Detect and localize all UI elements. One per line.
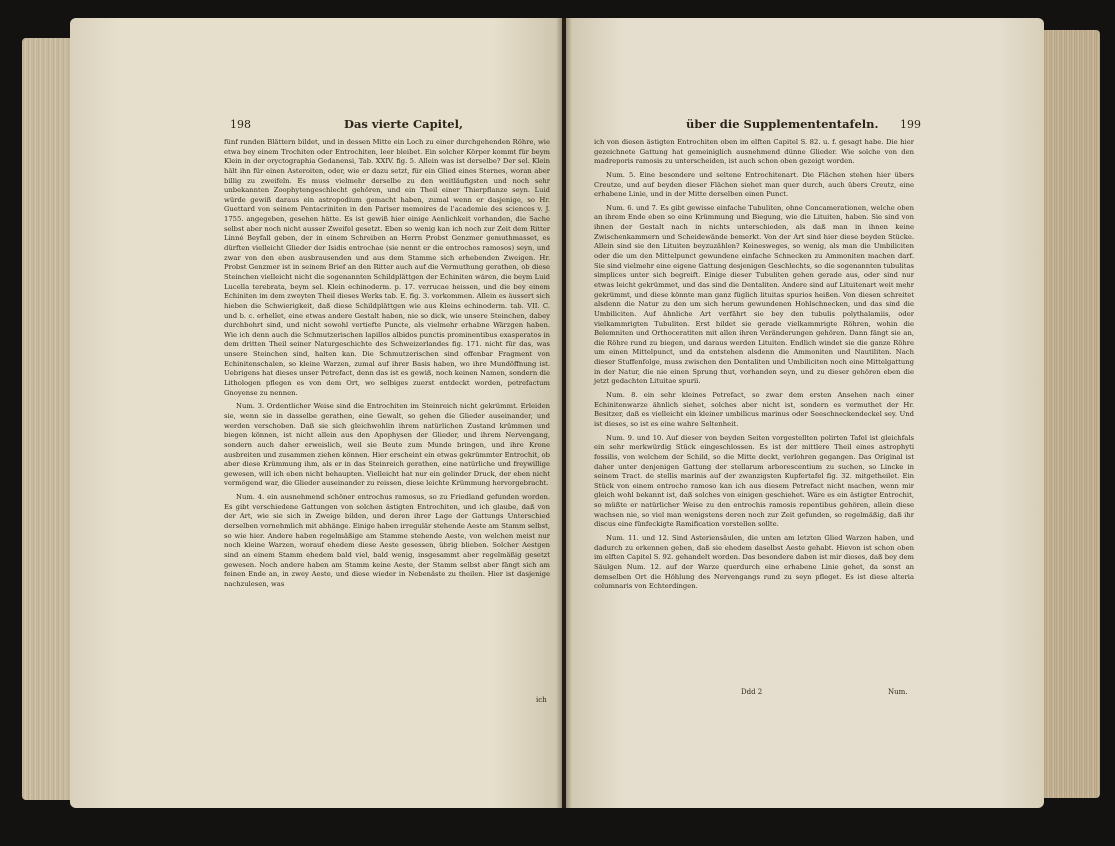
left-page-number: 198	[230, 118, 251, 131]
left-body-text	[224, 138, 550, 593]
left-running-header	[70, 118, 562, 134]
right-paragraph-num6-7: Num. 6. und 7. Es gibt gewisse einfache Tubuliten, ohne Concamerationen, welche oben an ihrem Ende eben so eine Krümmung und Biegung, wie die Lituiten, haben. Sie sind von ihnen der Gestalt nach in nichts unterschieden, als daß man in ihnen keine Zwischenkammern und Scheidewände bemerkt. Von der Art sind hier diese beyden Stücke. Allein sind sie den Lituiten beyzuzählen? Keinesweges, so wenig, als man die Umbiliciten oder die um den Mittelpunct gewundene einfache Schnecken zu Ammoniten machen darf. Sie sind vielmehr eine eigene Gattung desjenigen Geschlechts, so die sogenannten tubulitas simplices unter sich begreift. Einige dieser Tubuliten gehen gerade aus, oder sind nur etwas leicht gekrümmet, und das sind die Dentaliten. Andere sind auf Lituitenart weit mehr gekrümmt, und diese könnte man ganz füglich lituitas spurios heißen. Von diesen schreitet alsdenn die Natur zu den um sich herum gewundenen Hohlschnecken, und das sind die Umbiliciten. Auf ähnliche Art verfährt sie bey den tubulis polythalamiis, oder vielkammrigten Tubuliten. Erst bildet sie gerade vielkammrigte Röhren, wohin die Belemniten und Orthoceratiten mit allen ihren Veränderungen gehören. Dann fängt sie an, die Röhre rund zu biegen, und daraus werden Lituiten. Endlich windet sie die ganze Röhre um einen Mittelpunct, und da entstehen alsdenn die Ammoniten und Nautiliten. Nach dieser Stuffenfolge, muss zwischen den Dentaliten und Umbiliciten noch eine Mittelgattung in der Natur, die nie einen Sprung thut, vorhanden seyn, und zu dieser gehören eben die jetzt gedachten Lituitae spurii.	[594, 203, 914, 386]
right-body-text	[594, 138, 914, 596]
right-running-header	[566, 118, 1044, 134]
left-running-head-title: Das vierte Capitel,	[344, 117, 463, 131]
signature-mark: Ddd 2	[741, 688, 763, 696]
right-catchword: Num.	[888, 688, 908, 696]
book-gutter	[556, 18, 572, 808]
right-running-head-title: über die Supplemententafeln.	[686, 117, 879, 131]
left-paragraph-num3: Num. 3. Ordentlicher Weise sind die Entrochiten im Steinreich nicht gekrümmt. Erleiden sie, wenn sie in dasselbe gerathen, eine Gewalt, so gehen die Glieder auseinander, und werden verschoben. Daß sie sich gleichwohlin ihrem natürlichen Zustand krümmen und biegen können, ist nicht allein aus den Apophysen der Glieder, und ihrem Nervengang, sondern auch daher erweislich, weil sie Beute zum Munde bringen, und ihre Krone ausbreiten und zusammen ziehen können. Hier erscheint ein etwas gekrümmter Entrochit, ob aber diese Krümmung ihm, als er in das Steinreich gerathen, eine natürliche und freywillige gewesen, will ich eben nicht behaupten. Vielleicht hat nur ein gelinder Druck, der eben nicht vermögend war, die Glieder auseinander zu reissen, diese leichte Krümmung hervorgebracht.	[224, 402, 550, 488]
right-paragraph-num11-12: Num. 11. und 12. Sind Asteriensäulen, die unten am letzten Glied Warzen haben, und dadurch zu erkennen geben, daß sie ehedem daselbst Aeste gehabt. Hievon ist schon oben im elften Capitel S. 92. gehandelt worden. Das besondere daben ist mir dieses, daß bey dem Säulgen Num. 12. auf der Warze querdurch eine erhabene Linie gehet, da sonst an demselben Ort die Höhlung des Nervengangs rund zu seyn pfleget. Es ist diese alteria columnaris von Echterdingen.	[594, 533, 914, 591]
right-page	[566, 18, 1044, 808]
right-page-edges	[1040, 30, 1100, 798]
left-page	[70, 18, 562, 808]
left-catchword: ich	[536, 696, 547, 704]
right-paragraph-1: ich von diesen ästigten Entrochiten oben im elften Capitel S. 82. u. f. gesagt habe. Die hier gezeichnete Gattung hat gemeiniglich ausnehmend dünne Glieder. Wie solche von den madreporis ramosis zu unterscheiden, ist auch schon oben gezeigt worden.	[594, 138, 914, 166]
left-paragraph-num4: Num. 4. ein ausnehmend schöner entrochus ramosus, so zu Friedland gefunden worden. Es gibt verschiedene Gattungen von solchen ästigten Entrochiten, und ich glaube, daß von der Art, wie sie sich in Zweige bilden, und deren ihrer Lage der Gattungs Unterschied derselben vornehmlich mit abhänge. Einige haben irregulär stehende Aeste am Stamm selbst, so wie hier. Andere haben regelmäßige am Stamme stehende Aeste, von welchen meist nur noch kleine Warzen, worauf ehedem diese Aeste gesessen, übrig blieben. Solcher Aestgen sind an einem Stamm ehedem bald viel, bald wenig, insgesammt aber regelmäßig gesetzt gewesen. Noch andere haben am Stamm keine Aeste, der Stamm selbst aber fängt sich am feinen Ende an, in zwey Aeste, und diese wieder in Nebenäste zu theilen. Hier ist dasjenige nachzulesen, was	[224, 493, 550, 588]
left-paragraph-1: fünf runden Blättern bildet, und in dessen Mitte ein Loch zu einer durchgehenden Röhre, wie etwa bey einem Trochiten oder Entrochiten, leer bleibet. Ein solcher Körper kommt für beym Klein in der oryctographia Gedanensi, Tab. XXIV. fig. 5. Allein was ist derselbe? Der sel. Klein hält ihn für einen Asteroiten, oder, wie er dazu setzt, für ein Glied eines Sternes, woran aber billig zu zweifeln. Es muss vielmehr derselbe zu den weitläufigsten und noch sehr unbekannten Zoophytengeschlecht gehören, und ein Theil einer Thierpflanze seyn. Luid würde gewiß daraus ein astropodium gemacht haben, zumal wenn er dasjenige, so Hr. Guettard von seinem Pentacriniten in den Pariser memoires de l'academie des sciences v. J. 1755. angegeben, gesehen hätte. Es ist gewiß hier einige Aenlichkeit vorhanden, die Sache selbst aber noch nicht ausser Zweifel gesetzt. Eben so wenig kan ich noch zur Zeit dem Ritter Linné Beyfall geben, der in einem Schreiben an Herrn Probst Genzmer gemuthmasset, es dürften vielleicht Glieder der Isidis entrochae (sie nennt er die entrochos ramosos) seyn, und zwar von den eben ausbrausenden und aus dem Stamme sich erhebenden Zweigen. Hr. Probst Genzmer ist in seinem Brief an den Ritter auch auf die Vermuthung gerathen, ob diese Steinchen vielleicht nicht die sogenannten Schildplättgen der Echiniten wären, die beym Luid Lucella terebrata, beym sel. Klein echinoderm. p. 17. verrucae heissen, und die bey einem Echiniten im dem zweyten Theil dieses Werks tab. E. fig. 3. vorkommen. Allein es äussert sich hieben die Schwierigkeit, daß diese Schildplättgen wie aus Kleins echinoderm. tab. VII. C. und b. c. erhellet, eine etwas andere Gestalt haben, nie so dick, wie unsere Steinchen, dabey durchbohrt sind, und nicht sowohl vertiefte Puncte, als vielmehr erhabne Wärzgen haben. Wie ich denn auch die Schmutzerischen lapillos albidos punctis prominentibus exasperatos in dem dritten Theil seiner Naturgeschichte des Schweizerlandes fig. 171. nicht für das, was unsere Steinchen sind, halten kan. Die Schmutzerischen sind offenbar Fragment von Echinitenschalen, so kleine Warzen, zumal auf ihrer Basis haben, wo ihre Mundöffnung ist. Uebrigens hat dieses unser Petrefact, denn das ist es gewiß, noch keinen Namen, sondern die Lithologen pflegen es von dem Ort, wo selbiges zuerst entdeckt worden, petrefactum Gnoyense zu nennen.	[224, 138, 550, 397]
right-page-number: 199	[900, 118, 921, 131]
right-paragraph-num8: Num. 8. ein sehr kleines Petrefact, so zwar dem ersten Ansehen nach einer Echinitenwarze ähnlich siehet, solches aber nicht ist, sondern es vermuthet der Hr. Besitzer, daß es vielleicht ein kleiner umbilicus marinus oder Seeschneckendeckel sey. Und ist dieses, so ist es eine wahre Seltenheit.	[594, 391, 914, 428]
right-paragraph-num9-10: Num. 9. und 10. Auf dieser von beyden Seiten vorgestellten polirten Tafel ist gleichfals ein sehr merkwürdig Stück eingeschlossen. Es ist der mittlere Theil eines astrophyti fossilis, von welchem der Schild, so die Mitte deckt, verlohren gegangen. Das Original ist daher unter denjenigen Gattung der stellarum arborescentium zu suchen, so Lincke in seinem Tract. de stellis marinis auf der zwanzigsten Kupfertafel fig. 32. mitgetheilet. Ein Stück von einem entrocho ramoso kan ich aus diesem Petrefact nicht machen, wenn mir gleich wohl bekannt ist, daß solches von einigen geschiehet. Wäre es ein ästigter Entrochit, so müßte er natürlicher Weise zu den entrochis ramosis repentibus gehören, allein diese wachsen nie, so viel man wenigstens deren noch zur Zeit gefunden, so regelmäßig, daß ihr discus eine fünfeckigte Ramification vorstellen sollte.	[594, 433, 914, 529]
right-paragraph-num5: Num. 5. Eine besondere und seltene Entrochitenart. Die Flächen stehen hier übers Creutze, und auf beyden dieser Flächen siehet man quer durch, auch übers Creutz, eine erhabene Linie, und in der Mitte derselben einen Punct.	[594, 170, 914, 199]
